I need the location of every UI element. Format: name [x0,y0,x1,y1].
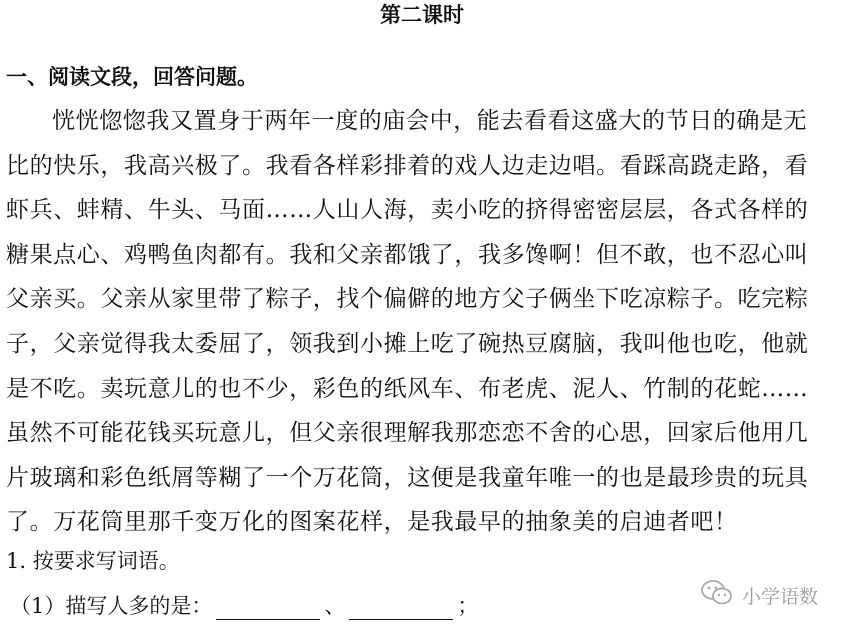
passage-line: 恍恍惚惚我又置身于两年一度的庙会中，能去看看这盛大的节日的确是无 [52,108,808,134]
subquestion-suffix: ； [457,594,479,618]
passage-line: 比的快乐，我高兴极了。我看各样彩排着的戏人边走边唱。看踩高跷走路，看 [6,152,809,179]
watermark [700,578,818,613]
subquestion-separator: 、 [324,594,346,618]
passage-line: 子，父亲觉得我太委屈了，领我到小摊上吃了碗热豆腐脑，我叫他也吃，他就 [6,330,809,357]
page-title: 第二课时 [380,2,464,27]
reading-passage [6,103,840,549]
question-1: 1. 按要求写词语。 [6,549,180,573]
watermark-label: 小学语数 [741,586,818,608]
passage-line: 是不吃。卖玩意儿的也不少，彩色的纸风车、布老虎、泥人、竹制的花蛇…… [6,375,809,402]
passage-line: 糖果点心、鸡鸭鱼肉都有。我和父亲都饿了，我多馋啊！但不敢，也不忍心叫 [6,241,809,268]
answer-blank-1[interactable] [216,597,320,620]
section-heading: 一、阅读文段，回答问题。 [6,64,258,89]
passage-line: 虽然不可能花钱买玩意儿，但父亲很理解我那恋恋不舍的心思，回家后他用几 [6,420,809,447]
subquestion-1 [10,592,478,620]
answer-blank-2[interactable] [349,597,453,620]
passage-line: 了。万花筒里那千变万化的图案花样，是我最早的抽象美的启迪者吧！ [6,509,738,536]
passage-line: 虾兵、蚌精、牛头、马面……人山人海，卖小吃的挤得密密层层，各式各样的 [6,197,809,224]
subquestion-prefix: （1）描写人多的是： [10,594,213,618]
wechat-icon [700,578,734,613]
passage-line: 父亲买。父亲从家里带了粽子，找个偏僻的地方父子俩坐下吃凉粽子。吃完粽 [6,286,809,313]
passage-line: 片玻璃和彩色纸屑等糊了一个万花筒，这便是我童年唯一的也是最珍贵的玩具 [6,464,809,491]
